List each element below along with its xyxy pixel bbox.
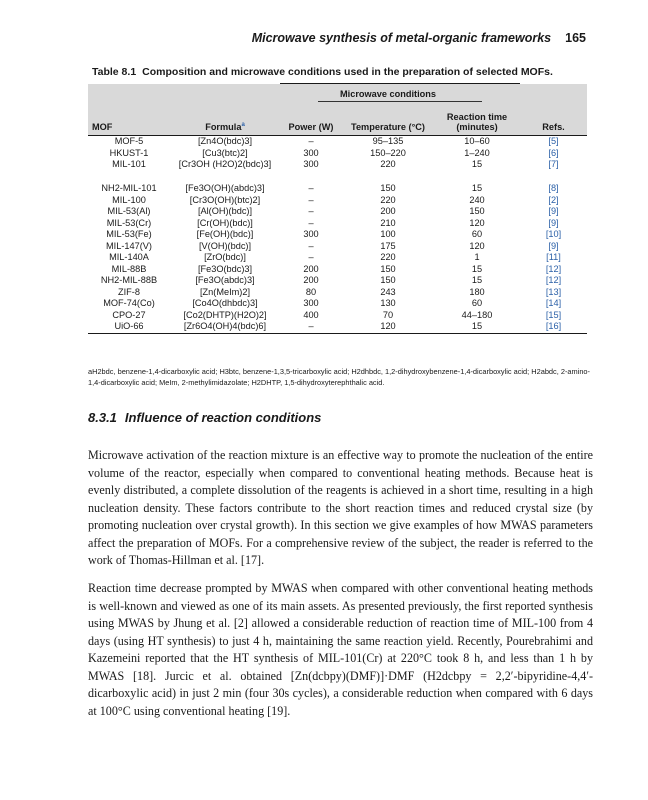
col-header-formula: Formula$^a$ [170, 104, 280, 136]
cell-temperature: 150–220 [370, 147, 406, 158]
cell-time: 15 [434, 321, 520, 333]
cell-power: 300 [303, 298, 319, 308]
paragraph: Microwave activation of the reaction mixture is an effective way to promote the nucleation of the entire volume of the reactor, especially when compared to conventional heating methods. Because heat is evenly distributed, a complete dissolution of the reagents is achieved in a short time, resulting in a high nucleation density. These factors contribute to the short reaction times and reduced crystal size (by promoting nucleation over crystal growth). In this section we give examples of how MWAS parameters affect the preparation of MOFs. For a comprehensive review of the subject, the reader is referred to the work of Thomas-Hillman et al. [17]. [88, 448, 593, 567]
table-row [88, 275, 587, 287]
cell-formula: [Al(OH)(bdc)] [197, 206, 253, 216]
cell-mof: MIL-53(Fe) [106, 229, 152, 239]
cell-time: 15 [471, 263, 483, 274]
cell-time: 15 [471, 159, 483, 169]
cell-ref[interactable]: [9] [548, 206, 559, 216]
table-row [88, 195, 587, 207]
cell-time: 1 [474, 252, 480, 262]
page-number: 165 [565, 31, 586, 45]
cell-temperature: 150 [380, 183, 396, 193]
cell-formula: [Co2(DHTP)(H2O)2] [183, 309, 267, 320]
cell-mof: MIL-147(V) [106, 240, 152, 251]
cell-temperature: 220 [380, 252, 396, 262]
cell-mof: MIL-101 [112, 159, 146, 169]
cell-power: 80 [305, 286, 317, 297]
cell-mof: MIL-88B [111, 263, 147, 274]
table-caption [92, 66, 592, 78]
cell-formula: [Co4O(dhbdc)3] [192, 298, 258, 308]
section-heading [88, 410, 321, 425]
table-number: Table 8.1 [92, 66, 137, 78]
cell-mof: MIL-140A [109, 252, 149, 262]
cell-temperature: 220 [380, 159, 396, 169]
section-title: Influence of reaction conditions [124, 410, 322, 425]
cell-time: 120 [469, 240, 485, 251]
table-row [88, 264, 587, 276]
cell-time: 15 [471, 183, 483, 193]
cell-time: 150 [469, 206, 485, 216]
cell-ref[interactable]: [13] [545, 286, 562, 297]
table-row [88, 159, 587, 183]
table-footnote: aH2bdc, benzene-1,4-dicarboxylic acid; H3btc, benzene-1,3,5-tricarboxylic acid; H2dhbdc, 1,2-dihydroxybenzene-1,4-dicarboxylic acid; H2abdc, 2-amino-1,4-dicarboxylic acid; MeIm, 2-methylimidazolate; H2DHTP, 1,5-dihydroxyterephthalic acid. [88, 367, 591, 387]
cell-formula: [Zr6O4(OH)4(bdc)6] [170, 321, 280, 333]
cell-temperature: 210 [380, 217, 396, 228]
cell-power: – [308, 206, 314, 216]
cell-time: 1–240 [464, 147, 490, 158]
cell-power: – [308, 194, 314, 205]
cell-mof: ZIF-8 [118, 286, 140, 297]
cell-formula: [Cr3OH (H2O)2(bdc)3] [178, 159, 272, 169]
cell-temperature: 243 [380, 286, 396, 297]
cell-power: – [280, 321, 342, 333]
cell-mof: MIL-53(Al) [107, 206, 151, 216]
cell-ref[interactable]: [16] [520, 321, 587, 333]
cell-time: 120 [469, 217, 485, 228]
cell-formula: [Zn(MeIm)2] [199, 286, 251, 297]
cell-power: 300 [303, 159, 319, 169]
col-header-temperature: Temperature (°C) [342, 104, 434, 136]
cell-mof: HKUST-1 [109, 147, 149, 158]
table-row [88, 241, 587, 253]
table-row [88, 298, 587, 310]
col-header-power: Power (W) [280, 104, 342, 136]
paragraph: Reaction time decrease prompted by MWAS when compared with other conventional heating methods is well-known and viewed as one of its main assets. As presented previously, the first reported synthesis using MWAS by Jhung et al. [2] allowed a considerable reduction of reaction time of MIL-100 from 4 days (using HT synthesis) to just 4 h, maintaining the same reaction yield. Recently, Pourebrahimi and Kazemeini reported that the HT synthesis of MIL-101(Cr) at 220°C took 8 h, and less than 1 h by MWAS [18]. Jurcic et al. obtained [Zn(dcbpy)(DMF)]·DMF (H2dcbpy = 2,2′-bipyridine-4,4′-dicarboxylic acid) in just 2 min (four 30s cycles), a considerable reduction when compared with 6 days at 100°C using conventional heating [19]. [88, 581, 593, 718]
cell-power: – [308, 183, 314, 193]
cell-formula: [Cu3(btc)2] [202, 147, 248, 158]
cell-temperature: 95–135 [372, 136, 404, 146]
cell-mof: NH2-MIL-88B [100, 275, 158, 285]
cell-ref[interactable]: [2] [548, 194, 559, 205]
cell-formula: [Fe3O(abdc)3] [195, 275, 255, 285]
cell-mof: NH2-MIL-101 [101, 183, 157, 193]
cell-ref[interactable]: [12] [545, 263, 562, 274]
table-row [88, 252, 587, 264]
table-row [88, 206, 587, 218]
cell-time: 180 [469, 286, 485, 297]
cell-power: – [308, 240, 314, 251]
section-number: 8.3.1 [88, 410, 117, 425]
cell-temperature: 150 [380, 263, 396, 274]
table-caption-text: Composition and microwave conditions used in the preparation of selected MOFs. [142, 66, 553, 78]
cell-temperature: 70 [382, 309, 394, 320]
cell-temperature: 150 [380, 275, 396, 285]
table-row [88, 148, 587, 160]
cell-ref[interactable]: [8] [548, 183, 559, 193]
col-header-refs: Refs. [520, 104, 587, 136]
cell-ref[interactable]: [5] [548, 136, 559, 146]
cell-time: 10–60 [464, 136, 490, 146]
table-row [88, 229, 587, 241]
cell-power: – [308, 136, 314, 146]
cell-formula: [Cr3O(OH)(btc)2] [189, 194, 261, 205]
cell-power: 300 [303, 229, 319, 239]
cell-power: – [308, 252, 314, 262]
cell-formula: [Fe3O(bdc)3] [197, 263, 253, 274]
table-row [88, 321, 587, 333]
cell-ref[interactable]: [9] [548, 240, 559, 251]
cell-temperature: 175 [380, 240, 396, 251]
cell-formula: [Fe3O(OH)(abdc)3] [185, 183, 265, 193]
cell-power: 200 [303, 263, 319, 274]
cell-time: 60 [471, 229, 483, 239]
table-row [88, 136, 587, 148]
cell-ref[interactable]: [10] [545, 229, 562, 239]
cell-mof: MOF-5 [114, 136, 144, 146]
cell-ref[interactable]: [9] [548, 217, 559, 228]
table-row [88, 218, 587, 230]
cell-ref[interactable]: [11] [546, 252, 561, 262]
cell-mof: MIL-53(Cr) [106, 217, 152, 228]
cell-mof: MOF-74(Co) [103, 298, 155, 308]
cell-power: 200 [303, 275, 319, 285]
cell-ref[interactable]: [6] [548, 147, 559, 158]
cell-temperature: 220 [380, 194, 396, 205]
cell-time: 15 [471, 275, 483, 285]
table-row [88, 287, 587, 299]
cell-ref[interactable]: [15] [545, 309, 562, 320]
running-head [252, 31, 586, 45]
col-header-mof: MOF [88, 104, 170, 136]
cell-mof: MIL-100 [112, 194, 146, 205]
cell-mof: CPO-27 [112, 309, 146, 320]
cell-power: 300 [303, 147, 319, 158]
table-row [88, 310, 587, 322]
cell-power: – [308, 217, 314, 228]
cell-ref[interactable]: [12] [545, 275, 562, 285]
cell-time: 240 [469, 194, 485, 205]
cell-time: 60 [471, 298, 483, 308]
cell-temperature: 200 [380, 206, 396, 216]
running-head-title: Microwave synthesis of metal-organic frameworks [251, 31, 552, 45]
cell-time: 44–180 [461, 309, 493, 320]
mof-table [88, 83, 587, 334]
col-header-time: Reaction time (minutes) [434, 104, 520, 136]
cell-formula: [Zn4O(bdc)3] [197, 136, 253, 146]
cell-formula: [V(OH)(bdc)] [198, 240, 252, 251]
cell-ref[interactable]: [7] [548, 159, 559, 169]
cell-formula: [Cr(OH)(bdc)] [197, 217, 253, 228]
table-row [88, 183, 587, 195]
cell-power: 400 [303, 309, 319, 320]
microwave-conditions-header: Microwave conditions [280, 84, 520, 105]
cell-formula: [ZrO(bdc)] [204, 252, 246, 262]
cell-temperature: 100 [380, 229, 396, 239]
cell-mof: UiO-66 [88, 321, 170, 333]
cell-temperature: 120 [342, 321, 434, 333]
cell-formula: [Fe(OH)(bdc)] [196, 229, 254, 239]
cell-ref[interactable]: [14] [545, 298, 562, 308]
cell-temperature: 130 [380, 298, 396, 308]
